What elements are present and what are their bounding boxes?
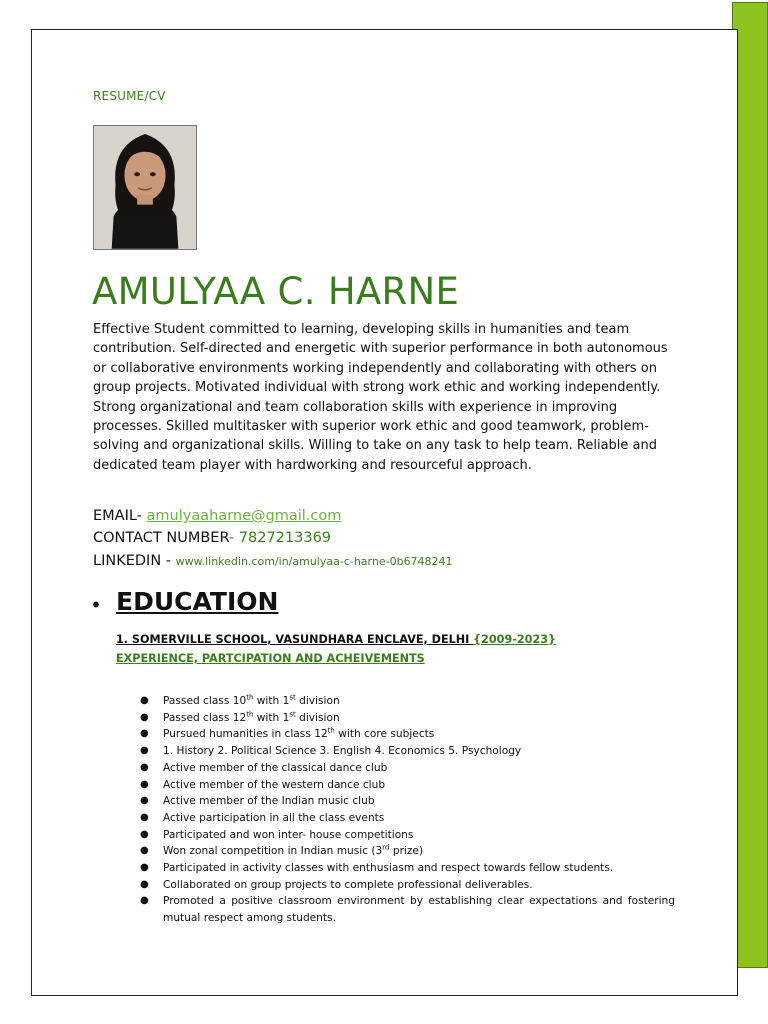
achievement-pre: Won zonal competition in Indian music (3	[163, 845, 383, 858]
bullet-dot-icon: ●	[140, 895, 149, 907]
portrait-photo-icon	[94, 126, 196, 249]
achievement-item	[140, 860, 675, 877]
achievement-text: Collaborated on group projects to complete professional deliverables.	[163, 878, 533, 891]
school-name: 1. SOMERVILLE SCHOOL, VASUNDHARA ENCLAVE, DELHI	[116, 633, 474, 646]
bullet-dot-icon: ●	[140, 862, 149, 874]
linkedin-link[interactable]: www.linkedin.com/in/amulyaa-c-harne-0b6748241	[175, 555, 453, 568]
achievement-post: division	[295, 695, 340, 707]
contact-linkedin-row	[93, 553, 453, 569]
achievement-item	[140, 793, 675, 810]
achievement-text: Promoted a positive classroom environment by establishing clear expectations and fostering mutual respect among students.	[163, 895, 675, 925]
achievement-item	[140, 827, 675, 844]
bullet-dot-icon: ●	[140, 711, 149, 723]
bullet-dot-icon: ●	[140, 795, 149, 807]
achievement-item	[140, 843, 675, 860]
contact-phone-row	[93, 530, 331, 546]
achievement-text: Active participation in all the class events	[163, 811, 385, 824]
contact-email-row	[93, 508, 341, 524]
phone-number: - 7827213369	[228, 530, 332, 546]
bullet-dot-icon: ●	[140, 845, 149, 857]
achievement-text: Participated and won inter- house competitions	[163, 828, 414, 841]
achievement-item	[140, 877, 675, 894]
achievement-item	[140, 710, 675, 727]
achievement-item	[140, 743, 675, 760]
achievement-item	[140, 760, 675, 777]
achievement-item	[140, 810, 675, 827]
section-bullet: •	[90, 593, 102, 617]
achievement-pre: Passed class 12	[163, 711, 247, 724]
profile-summary: Effective Student committed to learning, developing skills in humanities and team contribution. Self-directed and energetic with superior performance in both autonomous or collaborative environments working independently and collaborating with others on group projects. Motivated individual with strong work ethic and working independently. Strong organizational and team collaboration skills with experience in improving processes. Skilled multitasker with superior work ethic and good teamwork, problem-solving and organizational skills. Willing to take on any task to help team. Reliable and dedicated team player with hardworking and resourceful approach.	[93, 322, 668, 473]
achievement-text: 1. History 2. Political Science 3. English 4. Economics 5. Psychology	[163, 745, 522, 758]
achievement-text: Active member of the classical dance club	[163, 761, 388, 774]
email-label: EMAIL-	[93, 508, 147, 524]
achievement-text: Active member of the western dance club	[163, 778, 386, 791]
school-line	[116, 633, 556, 646]
bullet-dot-icon: ●	[140, 811, 149, 823]
achievement-sup1: th	[327, 726, 335, 735]
achievement-item	[140, 777, 675, 794]
experience-heading: EXPERIENCE, PARTCIPATION AND ACHEIVEMENTS	[116, 652, 425, 665]
achievement-post: division	[295, 711, 340, 724]
candidate-name: AMULYAA C. HARNE	[92, 270, 460, 313]
bullet-dot-icon: ●	[140, 695, 149, 706]
achievement-sup2: st	[289, 710, 296, 719]
achievement-pre: Passed class 10	[163, 695, 247, 707]
achievement-item	[140, 893, 675, 926]
bullet-dot-icon: ●	[140, 728, 149, 740]
bullet-dot-icon: ●	[140, 878, 149, 890]
achievements-list	[140, 693, 675, 927]
achievement-post: prize)	[389, 845, 424, 858]
achievement-post: with core subjects	[334, 728, 435, 741]
achievement-item	[140, 726, 675, 743]
email-link[interactable]: amulyaaharne@gmail.com	[146, 508, 342, 524]
bullet-dot-icon: ●	[140, 778, 149, 790]
achievement-pre: Pursued humanities in class 12	[163, 728, 328, 741]
linkedin-label: LINKEDIN -	[93, 553, 176, 569]
phone-label: CONTACT NUMBER	[93, 530, 229, 546]
document-label: RESUME/CV	[93, 89, 166, 103]
achievement-text: Participated in activity classes with enthusiasm and respect towards fellow students.	[163, 862, 614, 875]
achievement-mid: with 1	[253, 711, 290, 724]
achievement-sup1: th	[246, 693, 254, 702]
bullet-dot-icon: ●	[140, 828, 149, 840]
education-heading: EDUCATION	[116, 587, 279, 616]
bullet-dot-icon: ●	[140, 745, 149, 757]
achievement-text: Active member of the Indian music club	[163, 795, 375, 808]
profile-photo	[93, 125, 197, 250]
school-years: {2009-2023}	[473, 633, 556, 646]
achievement-sup1: rd	[382, 843, 390, 852]
achievement-item	[140, 693, 675, 710]
bullet-dot-icon: ●	[140, 761, 149, 773]
achievement-sup1: th	[246, 710, 254, 719]
achievement-mid: with 1	[253, 695, 290, 707]
achievement-sup2: st	[289, 693, 296, 702]
